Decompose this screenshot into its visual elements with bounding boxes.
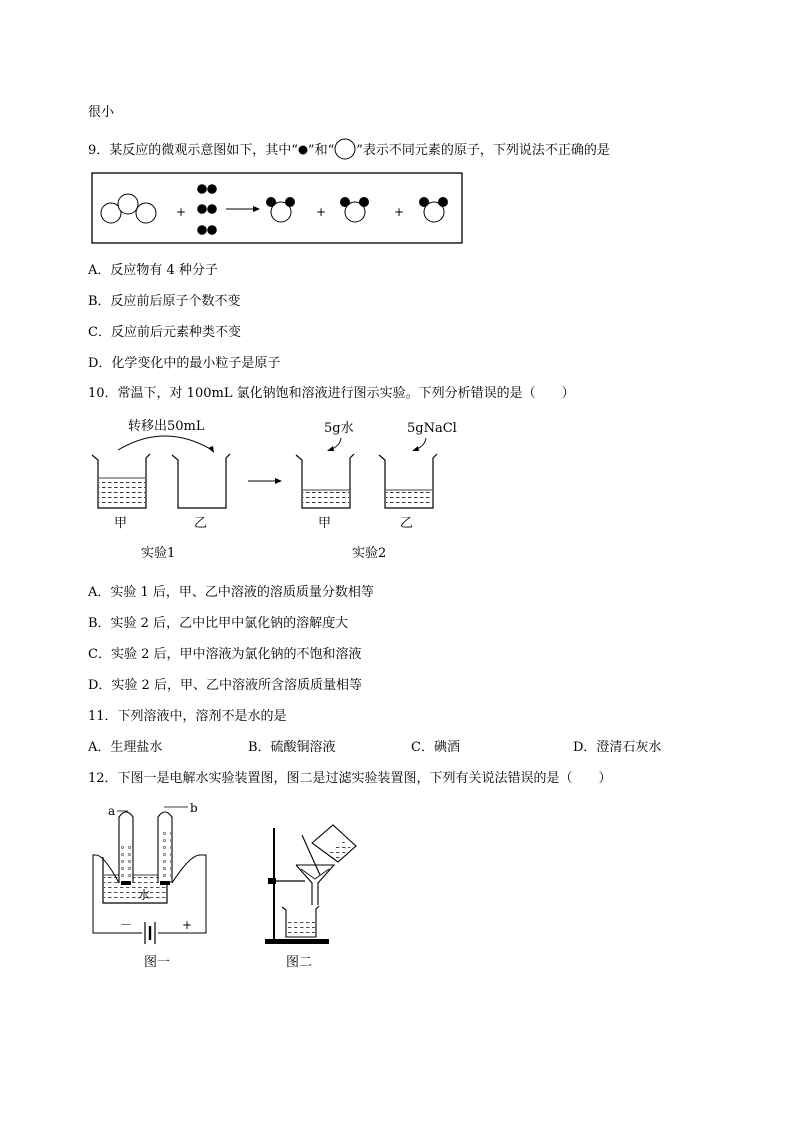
filtration-apparatus — [265, 825, 356, 944]
q9-reaction-diagram — [0, 170, 794, 260]
add-water-arrow — [327, 438, 341, 451]
plus-sign: + — [316, 205, 327, 219]
beaker-yi-label-1: 乙 — [194, 516, 208, 531]
q9-stem-mid: ”和“ — [307, 143, 335, 158]
q11-option-b: B．硫酸铜溶液 — [248, 740, 336, 755]
process-arrow — [248, 478, 282, 484]
plus-sign: + — [176, 205, 187, 219]
q9-stem — [88, 138, 610, 160]
q10-option-b: B．实验 2 后，乙中比甲中氯化钠的溶解度大 — [88, 616, 349, 631]
beaker-jia-exp1 — [92, 454, 150, 508]
nacl-label: 5gNaCl — [407, 421, 457, 436]
exp2-label: 实验2 — [352, 546, 387, 561]
q11-stem: 11．下列溶液中，溶剂不是水的是 — [88, 709, 287, 724]
black-atom-icon — [298, 145, 308, 155]
q10-stem: 10．常温下，对 100mL 氯化钠饱和溶液进行图示实验。下列分析错误的是（ ） — [88, 386, 575, 401]
carryover-text: 很小 — [88, 105, 115, 120]
beaker-yi-exp2 — [379, 454, 437, 508]
label-a: a — [108, 804, 116, 818]
q9-option-c: C．反应前后元素种类不变 — [88, 325, 241, 340]
q11-option-c: C．碘酒 — [411, 740, 460, 755]
exp1-label: 实验1 — [141, 546, 176, 561]
q10-option-a: A．实验 1 后，甲、乙中溶液的溶质质量分数相等 — [88, 585, 374, 600]
q9-stem-suffix: ”表示不同元素的原子，下列说法不正确的是 — [356, 143, 610, 158]
white-atom-icon — [334, 138, 356, 160]
beaker-jia-label-2: 甲 — [318, 516, 332, 531]
q10-experiment-figure — [0, 410, 794, 570]
q9-option-d: D．化学变化中的最小粒子是原子 — [88, 356, 281, 371]
q10-option-d: D．实验 2 后，甲、乙中溶液所含溶质质量相等 — [88, 678, 362, 693]
beaker-jia-exp2 — [296, 454, 354, 508]
beaker-yi-exp1 — [172, 454, 230, 508]
fig1-label: 图一 — [144, 955, 171, 970]
q12-stem: 12．下图一是电解水实验装置图，图二是过滤实验装置图，下列有关说法错误的是（ ） — [88, 771, 612, 786]
transfer-arrow — [118, 436, 214, 453]
q11-option-a: A．生理盐水 — [88, 740, 163, 755]
beaker-yi-label-2: 乙 — [400, 516, 414, 531]
plus-sign: + — [394, 205, 405, 219]
q9-option-b: B．反应前后原子个数不变 — [88, 294, 241, 309]
beaker-jia-label-1: 甲 — [114, 516, 128, 531]
q11-option-d: D．澄清石灰水 — [573, 740, 662, 755]
q12-apparatus-figure — [0, 795, 794, 985]
water-label: 5g水 — [324, 421, 354, 436]
q9-stem-prefix: 9．某反应的微观示意图如下，其中“ — [88, 143, 298, 158]
water-label-fig1: 水 — [138, 888, 151, 902]
q9-option-a: A．反应物有 4 种分子 — [88, 263, 218, 278]
fig2-label: 图二 — [286, 955, 313, 970]
minus-terminal: － — [120, 918, 133, 932]
add-nacl-arrow — [412, 438, 426, 451]
label-b: b — [190, 801, 198, 815]
q10-option-c: C．实验 2 后，甲中溶液为氯化钠的不饱和溶液 — [88, 647, 362, 662]
plus-terminal: + — [182, 918, 193, 932]
transfer-label: 转移出50mL — [128, 419, 205, 434]
